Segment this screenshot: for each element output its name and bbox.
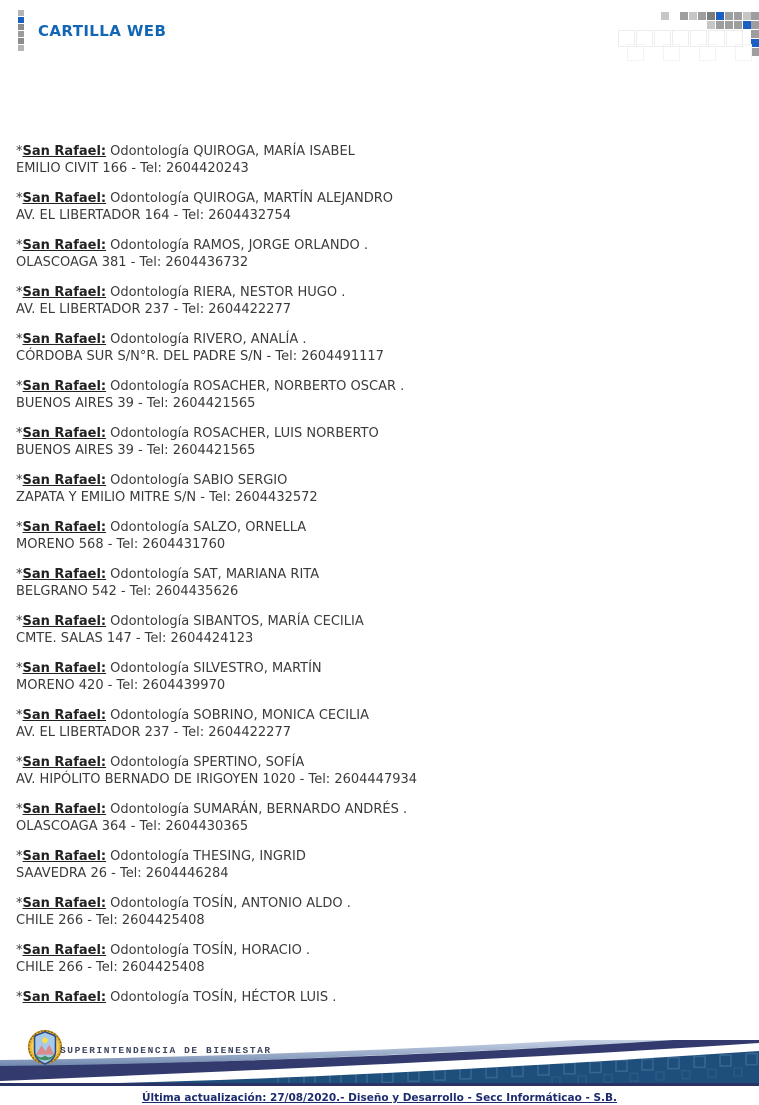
entry-bullet: * (16, 614, 23, 629)
entry-bullet: * (16, 191, 23, 206)
entry-specialty: Odontología (110, 191, 190, 206)
entry-city: San Rafael: (22, 379, 107, 394)
entry-bullet: * (16, 379, 23, 394)
entry-bullet: * (16, 943, 23, 958)
provider-entry (16, 331, 746, 365)
entry-provider-name: SILVESTRO, MARTÍN (193, 661, 322, 676)
entry-city: San Rafael: (22, 144, 107, 159)
provider-list (16, 143, 746, 1019)
entry-header-line (16, 755, 304, 770)
entry-provider-name: QUIROGA, MARÍA ISABEL (193, 144, 355, 159)
entry-address: CÓRDOBA SUR S/N°R. DEL PADRE S/N - Tel: 2604491117 (16, 349, 384, 364)
provider-entry (16, 989, 746, 1006)
entry-header-line (16, 896, 351, 911)
entry-bullet: * (16, 990, 23, 1005)
entry-header-line (16, 238, 368, 253)
entry-city: San Rafael: (22, 755, 107, 770)
entry-city: San Rafael: (22, 661, 107, 676)
provider-entry (16, 566, 746, 600)
entry-header-line (16, 661, 322, 676)
entry-address: SAAVEDRA 26 - Tel: 2604446284 (16, 866, 229, 881)
entry-address: CMTE. SALAS 147 - Tel: 2604424123 (16, 631, 254, 646)
entry-specialty: Odontología (110, 520, 190, 535)
provider-entry (16, 237, 746, 271)
provider-entry (16, 942, 746, 976)
entry-bullet: * (16, 238, 23, 253)
entry-bullet: * (16, 520, 23, 535)
entry-address: EMILIO CIVIT 166 - Tel: 2604420243 (16, 161, 249, 176)
entry-provider-name: SPERTINO, SOFÍA (193, 755, 305, 770)
entry-header-line (16, 567, 319, 582)
entry-bullet: * (16, 567, 23, 582)
entry-specialty: Odontología (110, 238, 190, 253)
provider-entry (16, 707, 746, 741)
entry-bullet: * (16, 426, 23, 441)
entry-header-line (16, 426, 379, 441)
entry-address: BUENOS AIRES 39 - Tel: 2604421565 (16, 396, 256, 411)
entry-provider-name: SOBRINO, MONICA CECILIA (193, 708, 370, 723)
entry-address: AV. EL LIBERTADOR 237 - Tel: 2604422277 (16, 302, 291, 317)
entry-header-line (16, 473, 287, 488)
entry-specialty: Odontología (110, 802, 190, 817)
entry-header-line (16, 191, 393, 206)
entry-city: San Rafael: (22, 708, 107, 723)
entry-address: OLASCOAGA 364 - Tel: 2604430365 (16, 819, 249, 834)
site-title: CARTILLA WEB (38, 22, 167, 40)
entry-city: San Rafael: (22, 849, 107, 864)
provider-entry (16, 754, 746, 788)
entry-specialty: Odontología (110, 379, 190, 394)
entry-header-line (16, 144, 355, 159)
entry-address: MORENO 568 - Tel: 2604431760 (16, 537, 226, 552)
provider-entry (16, 895, 746, 929)
entry-specialty: Odontología (110, 614, 190, 629)
entry-address: BUENOS AIRES 39 - Tel: 2604421565 (16, 443, 256, 458)
entry-provider-name: SABIO SERGIO (193, 473, 288, 488)
entry-specialty: Odontología (110, 661, 190, 676)
entry-bullet: * (16, 285, 23, 300)
entry-address: BELGRANO 542 - Tel: 2604435626 (16, 584, 239, 599)
entry-provider-name: SALZO, ORNELLA (193, 520, 307, 535)
entry-city: San Rafael: (22, 191, 107, 206)
provider-entry (16, 472, 746, 506)
entry-header-line (16, 849, 306, 864)
entry-header-line (16, 802, 407, 817)
entry-bullet: * (16, 708, 23, 723)
superintendencia-emblem-logo (26, 1027, 64, 1067)
entry-header-line (16, 943, 310, 958)
entry-header-line (16, 332, 306, 347)
entry-specialty: Odontología (110, 708, 190, 723)
entry-specialty: Odontología (110, 990, 190, 1005)
entry-provider-name: RIERA, NESTOR HUGO . (193, 285, 346, 300)
entry-city: San Rafael: (22, 332, 107, 347)
entry-bullet: * (16, 144, 23, 159)
provider-entry (16, 519, 746, 553)
entry-header-line (16, 990, 336, 1005)
entry-header-line (16, 285, 345, 300)
entry-specialty: Odontología (110, 567, 190, 582)
provider-entry (16, 284, 746, 318)
entry-city: San Rafael: (22, 520, 107, 535)
entry-bullet: * (16, 661, 23, 676)
entry-address: CHILE 266 - Tel: 2604425408 (16, 913, 205, 928)
entry-provider-name: ROSACHER, NORBERTO OSCAR . (193, 379, 405, 394)
entry-provider-name: QUIROGA, MARTÍN ALEJANDRO (193, 191, 393, 206)
entry-specialty: Odontología (110, 332, 190, 347)
entry-bullet: * (16, 755, 23, 770)
entry-provider-name: TOSÍN, HÉCTOR LUIS . (193, 990, 337, 1005)
entry-city: San Rafael: (22, 990, 107, 1005)
entry-city: San Rafael: (22, 614, 107, 629)
entry-city: San Rafael: (22, 943, 107, 958)
entry-specialty: Odontología (110, 896, 190, 911)
pixel-mosaic-decoration (0, 0, 759, 70)
entry-provider-name: ROSACHER, LUIS NORBERTO (193, 426, 379, 441)
entry-bullet: * (16, 802, 23, 817)
entry-specialty: Odontología (110, 849, 190, 864)
entry-provider-name: SUMARÁN, BERNARDO ANDRÉS . (193, 802, 408, 817)
entry-bullet: * (16, 896, 23, 911)
entry-specialty: Odontología (110, 144, 190, 159)
entry-header-line (16, 379, 404, 394)
footer-update-text: Última actualización: 27/08/2020.- Diseño y Desarrollo - Secc Informáticao - S.B. (141, 1092, 618, 1104)
entry-address: AV. EL LIBERTADOR 164 - Tel: 2604432754 (16, 208, 291, 223)
entry-city: San Rafael: (22, 567, 107, 582)
entry-city: San Rafael: (22, 238, 107, 253)
page-footer (0, 1022, 759, 1104)
entry-address: AV. HIPÓLITO BERNADO DE IRIGOYEN 1020 - Tel: 2604447934 (16, 772, 418, 787)
provider-entry (16, 801, 746, 835)
entry-address: AV. EL LIBERTADOR 237 - Tel: 2604422277 (16, 725, 291, 740)
page-header (0, 0, 759, 60)
entry-header-line (16, 520, 306, 535)
entry-bullet: * (16, 332, 23, 347)
entry-bullet: * (16, 473, 23, 488)
provider-entry (16, 660, 746, 694)
provider-entry (16, 378, 746, 412)
entry-address: CHILE 266 - Tel: 2604425408 (16, 960, 205, 975)
entry-city: San Rafael: (22, 426, 107, 441)
footer-org-name: SUPERINTENDENCIA DE BIENESTAR (60, 1045, 272, 1056)
footer-update-bar (0, 1086, 759, 1104)
entry-city: San Rafael: (22, 285, 107, 300)
entry-specialty: Odontología (110, 426, 190, 441)
entry-address: OLASCOAGA 381 - Tel: 2604436732 (16, 255, 249, 270)
provider-entry (16, 613, 746, 647)
entry-provider-name: SAT, MARIANA RITA (193, 567, 320, 582)
entry-specialty: Odontología (110, 943, 190, 958)
entry-address: ZAPATA Y EMILIO MITRE S/N - Tel: 2604432572 (16, 490, 318, 505)
entry-city: San Rafael: (22, 896, 107, 911)
entry-provider-name: RAMOS, JORGE ORLANDO . (193, 238, 369, 253)
entry-provider-name: THESING, INGRID (193, 849, 306, 864)
entry-provider-name: SIBANTOS, MARÍA CECILIA (193, 614, 364, 629)
entry-provider-name: TOSÍN, ANTONIO ALDO . (193, 896, 351, 911)
entry-city: San Rafael: (22, 802, 107, 817)
entry-provider-name: TOSÍN, HORACIO . (193, 943, 311, 958)
entry-provider-name: RIVERO, ANALÍA . (193, 332, 307, 347)
provider-entry (16, 143, 746, 177)
entry-city: San Rafael: (22, 473, 107, 488)
provider-entry (16, 190, 746, 224)
provider-entry (16, 848, 746, 882)
entry-bullet: * (16, 849, 23, 864)
entry-header-line (16, 614, 364, 629)
entry-specialty: Odontología (110, 473, 190, 488)
entry-specialty: Odontología (110, 755, 190, 770)
provider-entry (16, 425, 746, 459)
entry-address: MORENO 420 - Tel: 2604439970 (16, 678, 226, 693)
entry-header-line (16, 708, 369, 723)
entry-specialty: Odontología (110, 285, 190, 300)
